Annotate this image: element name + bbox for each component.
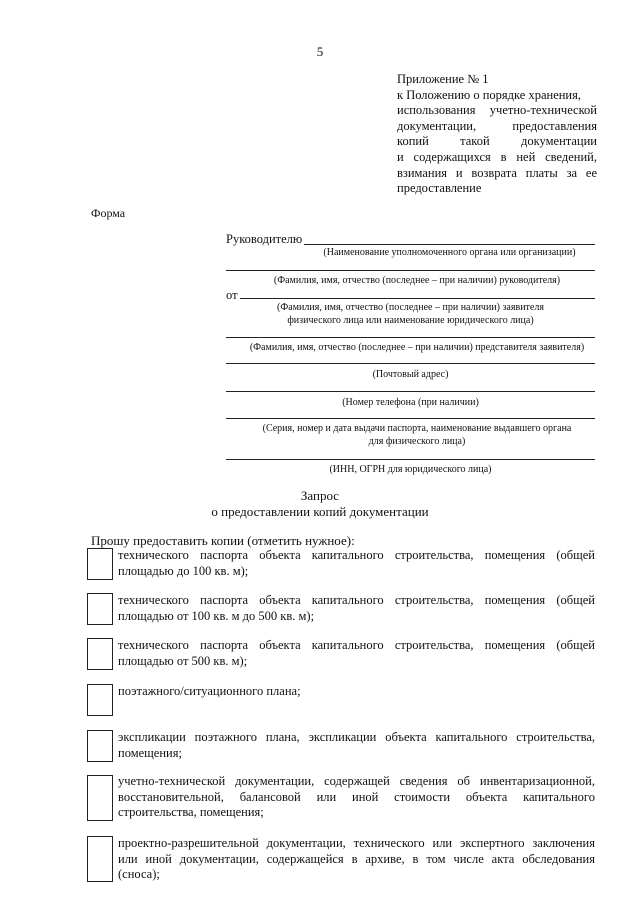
org-caption: (Наименование уполномоченного органа или организации) [323, 247, 576, 258]
annex-line: взимания и возврата платы за ее [397, 165, 597, 180]
inn-caption: (ИНН, ОГРН для юридического лица) [329, 464, 492, 475]
phone-caption: (Номер телефона (при наличии) [342, 397, 479, 408]
annex-line: документации, предоставления [397, 118, 597, 133]
request-title-block [0, 488, 640, 520]
option-line: помещения; [118, 745, 182, 760]
option-line: поэтажного/ситуационного плана; [118, 684, 301, 698]
option-line: площадью от 500 кв. м); [118, 653, 248, 668]
option-text-7 [118, 836, 595, 883]
option-line: технического паспорта объекта капитального строительства, помещения (общей [118, 638, 595, 652]
request-lead: Прошу предоставить копии (отметить нужное): [91, 533, 355, 548]
passport-caption-1: (Серия, номер и дата выдачи паспорта, наименование выдавшего органа [262, 423, 572, 434]
annex-line: использования учетно-технической [397, 103, 597, 118]
option-text-2 [118, 593, 595, 624]
applicant-caption-1: (Фамилия, имя, отчество (последнее – при наличии) заявителя [277, 302, 544, 313]
option-line: площадью до 100 кв. м); [118, 563, 249, 578]
request-subtitle: о предоставлении копий документации [211, 504, 429, 519]
option-checkbox-7[interactable] [87, 836, 113, 882]
org-name-field[interactable] [304, 244, 595, 245]
option-checkbox-1[interactable] [87, 548, 113, 580]
from-label: от [226, 288, 238, 302]
passport-field[interactable] [226, 418, 595, 419]
inn-field[interactable] [226, 459, 595, 460]
annex-line: к Положению о порядке хранения, [397, 87, 581, 102]
option-text-5 [118, 730, 595, 761]
form-label: Форма [91, 206, 126, 220]
option-line: проектно-разрешительной документации, технического или экспертного заключения [118, 836, 595, 850]
representative-caption: (Фамилия, имя, отчество (последнее – при наличии) представителя заявителя) [249, 342, 585, 353]
applicant-field[interactable] [240, 298, 595, 299]
head-caption: (Фамилия, имя, отчество (последнее – при наличии) руководителя) [273, 275, 561, 286]
option-line: (сноса); [118, 867, 160, 882]
representative-field[interactable] [226, 337, 595, 338]
option-line: технического паспорта объекта капитального строительства, помещения (общей [118, 593, 595, 607]
option-checkbox-2[interactable] [87, 593, 113, 625]
option-text-4 [118, 684, 595, 700]
option-checkbox-4[interactable] [87, 684, 113, 716]
annex-header [397, 72, 597, 197]
head-name-field[interactable] [226, 270, 595, 271]
option-checkbox-3[interactable] [87, 638, 113, 670]
option-checkbox-6[interactable] [87, 775, 113, 821]
annex-line: Приложение № 1 [397, 72, 489, 86]
address-field[interactable] [226, 363, 595, 364]
option-line: площадью от 100 кв. м до 500 кв. м); [118, 608, 315, 623]
option-line: восстановительной, балансовой или иной стоимости объекта капитального [118, 789, 595, 804]
address-caption: (Почтовый адрес) [372, 369, 449, 380]
annex-line: и содержащихся в ней сведений, [397, 149, 597, 164]
option-line: технического паспорта объекта капитального строительства, помещения (общей [118, 548, 595, 562]
applicant-caption-2: физического лица или наименование юридического лица) [287, 315, 534, 326]
option-checkbox-5[interactable] [87, 730, 113, 762]
page-number: 5 [316, 44, 324, 59]
request-title: Запрос [300, 488, 340, 503]
option-text-6 [118, 774, 595, 821]
option-line: экспликации поэтажного плана, экспликации объекта капитального строительства, [118, 730, 595, 744]
annex-line: предоставление [397, 181, 482, 196]
option-line: или иной документации, содержащейся в архиве, в том числе акта обследования [118, 851, 595, 866]
phone-field[interactable] [226, 391, 595, 392]
option-text-3 [118, 638, 595, 669]
annex-line: копий такой документации [397, 134, 597, 149]
option-line: учетно-технической документации, содержащей сведения об инвентаризационной, [118, 774, 595, 788]
passport-caption-2: для физического лица) [368, 436, 466, 447]
option-line: строительства, помещения; [118, 805, 264, 820]
option-text-1 [118, 548, 595, 579]
to-label: Руководителю [226, 232, 303, 246]
